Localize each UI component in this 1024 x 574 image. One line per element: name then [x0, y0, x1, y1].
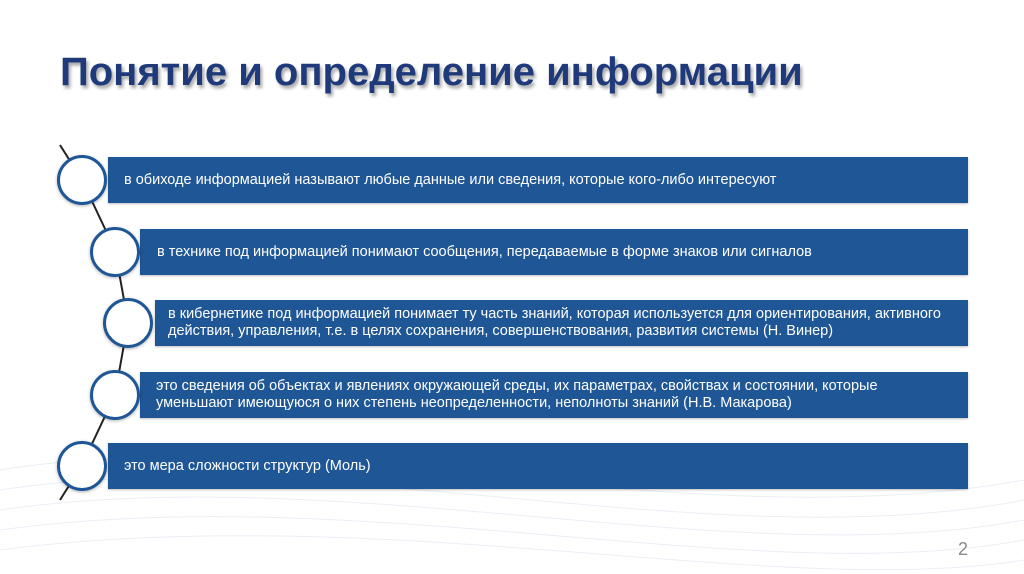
page-number: 2 — [957, 539, 968, 559]
definition-text-3: в кибернетике под информацией понимает ту часть знаний, которая используется для ориентирования, активного действия, управления, т.е. в целях сохранения, совершенствования, развития системы (Н. Винер) — [168, 306, 941, 339]
bullet-circle-1 — [57, 155, 107, 205]
slide-title: Понятие и определение информации — [60, 50, 803, 94]
definition-text-1: в обиходе информацией называют любые данные или сведения, которые кого-либо интересуют — [124, 171, 777, 188]
definition-bar-1 — [108, 157, 968, 203]
bullet-circle-3 — [103, 298, 153, 348]
definition-bar-2 — [140, 229, 968, 275]
definition-bar-4 — [140, 372, 968, 418]
definition-bar-3 — [155, 300, 968, 346]
definition-text-2: в технике под информацией понимают сообщения, передаваемые в форме знаков или сигналов — [157, 243, 812, 260]
definition-text-5: это мера сложности структур (Моль) — [124, 457, 371, 474]
bullet-circle-5 — [57, 441, 107, 491]
bullet-circle-4 — [90, 370, 140, 420]
bullet-circle-2 — [90, 227, 140, 277]
definition-text-4: это сведения об объектах и явлениях окружающей среды, их параметрах, свойствах и состоянии, которые уменьшают имеющуюся о них степень неопределенности, неполноты знаний (Н.В. Макарова) — [156, 378, 878, 411]
definition-bar-5 — [108, 443, 968, 489]
